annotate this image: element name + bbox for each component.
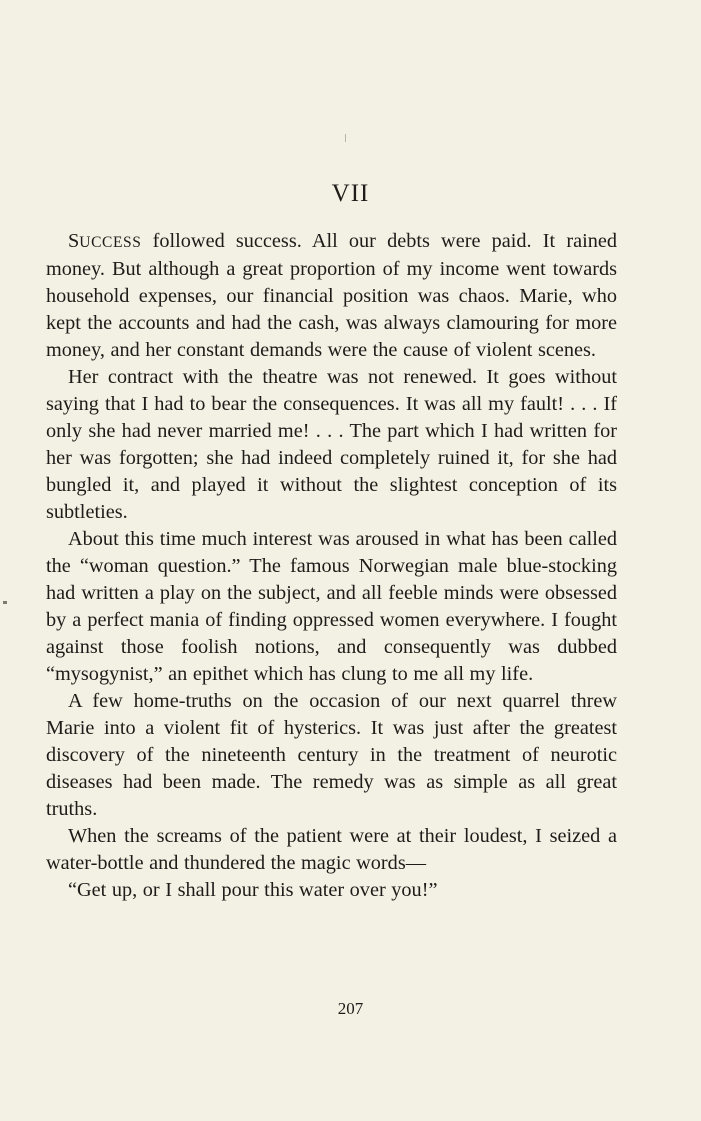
- paragraph: About this time much interest was aroused in what has been called the “woman question.” The famous Norwegian male blue-stocking had written a play on the subject, and all feeble minds were obsessed by a perfect mania of finding oppressed women everywhere. I fought against those foolish notions, and consequently was dubbed “mysogynist,” an epithet which has clung to me all my life.: [46, 528, 617, 685]
- paragraph: A few home-truths on the occasion of our next quarrel threw Marie into a violent fit of hysterics. It was just after the greatest discovery of the nineteenth century in the treatment of neurotic diseases had been made. The remedy was as simple as all great truths.: [46, 690, 617, 820]
- chapter-heading: VII: [331, 180, 370, 207]
- paragraph-text: followed success. All our debts were paid. It rained money. But although a great proportion of my income went towards household expenses, our financial position was chaos. Marie, who kept the accounts and had the cash, was always clamouring for more money, and her constant demands were the cause of violent scenes.: [46, 230, 617, 361]
- page-number: 207: [337, 999, 364, 1018]
- paragraph: When the screams of the patient were at their loudest, I seized a water-bottle and thundered the magic words—: [46, 825, 617, 874]
- lead-small-caps: UCCESS: [79, 234, 142, 251]
- page-speck: [345, 134, 346, 142]
- paragraph: [46, 228, 617, 364]
- paragraph: “Get up, or I shall pour this water over you!”: [68, 879, 438, 901]
- lead-capital: S: [68, 230, 80, 252]
- body-text: [46, 228, 617, 904]
- page-speck: [3, 601, 7, 604]
- paragraph: Her contract with the theatre was not renewed. It goes without saying that I had to bear the consequences. It was all my fault! . . . If only she had never married me! . . . The part which I had written for her was forgotten; she had indeed completely ruined it, for she had bungled it, and played it without the slightest conception of its subtleties.: [46, 366, 617, 523]
